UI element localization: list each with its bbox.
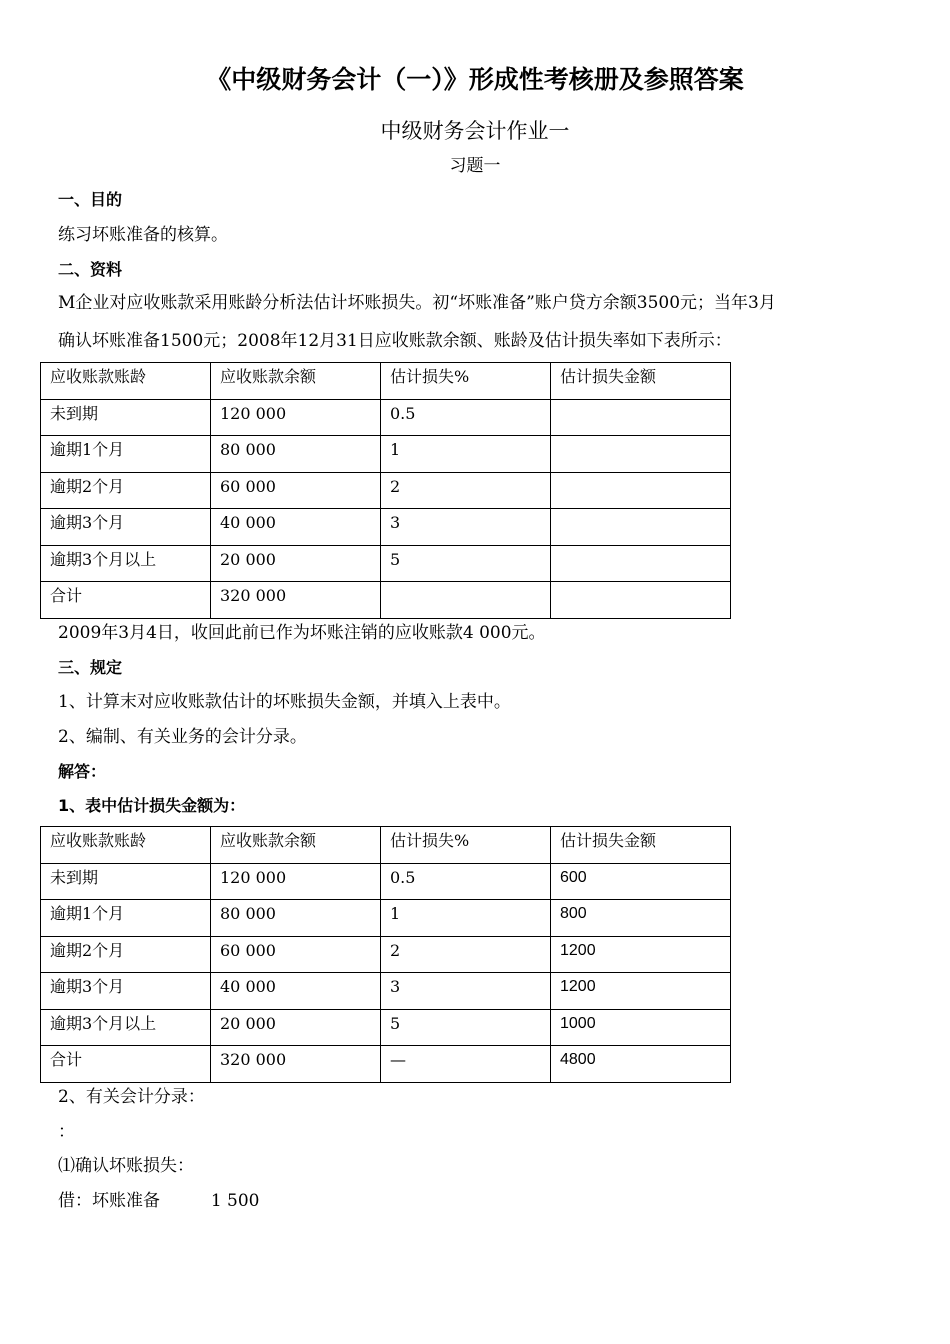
purpose-heading: 一、目的 — [58, 190, 123, 209]
cell-loss-rate: 5 — [381, 1009, 551, 1046]
answer-part2-heading: 2、有关会计分录： — [58, 1087, 205, 1107]
cell-balance: 320 000 — [211, 582, 381, 619]
cell-aging: 逾期3个月以上 — [41, 545, 211, 582]
table-row — [41, 1009, 731, 1046]
exercise-title: 习题一 — [449, 156, 501, 176]
table-header-row — [41, 827, 731, 864]
cell-loss-rate: 2 — [381, 472, 551, 509]
cell-loss-amount — [551, 399, 731, 436]
cell-aging: 未到期 — [41, 399, 211, 436]
requirement-item-2: 2、编制、有关业务的会计分录。 — [58, 727, 307, 747]
cell-loss-amount: 800 — [551, 900, 731, 937]
header-balance: 应收账款余额 — [211, 827, 381, 864]
answer-part1-heading: 1、表中估计损失金额为： — [58, 796, 246, 815]
entry-step-1: ⑴确认坏账损失： — [58, 1156, 194, 1176]
aging-table-answer — [40, 826, 731, 1083]
document-title: 《中级财务会计（一）》形成性考核册及参照答案 — [206, 65, 744, 94]
purpose-text: 练习坏账准备的核算。 — [58, 225, 228, 245]
cell-balance: 120 000 — [211, 399, 381, 436]
cell-loss-amount: 1200 — [551, 973, 731, 1010]
table-row — [41, 436, 731, 473]
table-row — [41, 936, 731, 973]
cell-aging: 合计 — [41, 582, 211, 619]
cell-loss-amount — [551, 582, 731, 619]
cell-loss-amount: 1000 — [551, 1009, 731, 1046]
header-loss-rate: 估计损失% — [381, 363, 551, 400]
cell-aging: 逾期2个月 — [41, 936, 211, 973]
cell-loss-amount — [551, 545, 731, 582]
cell-loss-rate: 0.5 — [381, 399, 551, 436]
cell-aging: 逾期3个月 — [41, 973, 211, 1010]
cell-balance: 40 000 — [211, 973, 381, 1010]
cell-aging: 逾期1个月 — [41, 436, 211, 473]
table-row — [41, 472, 731, 509]
cell-balance: 320 000 — [211, 1046, 381, 1083]
cell-loss-rate: 0.5 — [381, 863, 551, 900]
cell-loss-rate: 5 — [381, 545, 551, 582]
material-line-1: M企业对应收账款采用账龄分析法估计坏账损失。初“坏账准备”账户贷方余额3500元；当年3月 — [58, 293, 776, 313]
cell-balance: 60 000 — [211, 936, 381, 973]
cell-loss-amount: 4800 — [551, 1046, 731, 1083]
cell-aging: 未到期 — [41, 863, 211, 900]
table-row — [41, 973, 731, 1010]
header-aging: 应收账款账龄 — [41, 363, 211, 400]
header-loss-amount: 估计损失金额 — [551, 363, 731, 400]
header-aging: 应收账款账龄 — [41, 827, 211, 864]
cell-loss-rate: 1 — [381, 900, 551, 937]
material-line-2: 确认坏账准备1500元；2008年12月31日应收账款余额、账龄及估计损失率如下表所示： — [58, 331, 732, 351]
cell-loss-rate: 3 — [381, 973, 551, 1010]
answer-heading: 解答： — [58, 762, 107, 781]
cell-loss-amount — [551, 509, 731, 546]
table-total-row — [41, 582, 731, 619]
cell-balance: 80 000 — [211, 436, 381, 473]
table-row — [41, 399, 731, 436]
cell-aging: 合计 — [41, 1046, 211, 1083]
table-row — [41, 509, 731, 546]
journal-entry-debit — [58, 1187, 259, 1215]
cell-loss-rate: 3 — [381, 509, 551, 546]
cell-loss-amount: 1200 — [551, 936, 731, 973]
cell-loss-amount — [551, 436, 731, 473]
cell-balance: 60 000 — [211, 472, 381, 509]
header-balance: 应收账款余额 — [211, 363, 381, 400]
requirement-item-1: 1、计算末对应收账款估计的坏账损失金额，并填入上表中。 — [58, 692, 511, 712]
table-row — [41, 863, 731, 900]
entry-amount: 1 500 — [210, 1191, 260, 1211]
cell-loss-rate: — — [381, 1046, 551, 1083]
table-total-row — [41, 1046, 731, 1083]
table-header-row — [41, 363, 731, 400]
material-heading: 二、资料 — [58, 260, 123, 279]
cell-aging: 逾期3个月 — [41, 509, 211, 546]
cell-balance: 120 000 — [211, 863, 381, 900]
table-row — [41, 900, 731, 937]
cell-balance: 20 000 — [211, 545, 381, 582]
cell-loss-rate — [381, 582, 551, 619]
cell-aging: 逾期3个月以上 — [41, 1009, 211, 1046]
cell-balance: 80 000 — [211, 900, 381, 937]
cell-balance: 40 000 — [211, 509, 381, 546]
cell-aging: 逾期1个月 — [41, 900, 211, 937]
cell-loss-rate: 2 — [381, 936, 551, 973]
cell-balance: 20 000 — [211, 1009, 381, 1046]
requirements-heading: 三、规定 — [58, 658, 123, 677]
cell-loss-amount — [551, 472, 731, 509]
cell-loss-rate: 1 — [381, 436, 551, 473]
entry-account: 借：坏账准备 — [58, 1191, 160, 1211]
header-loss-amount: 估计损失金额 — [551, 827, 731, 864]
colon-line: ： — [58, 1122, 75, 1142]
aging-table-question — [40, 362, 731, 619]
table-row — [41, 545, 731, 582]
recovery-note: 2009年3月4日，收回此前已作为坏账注销的应收账款4 000元。 — [58, 623, 546, 643]
cell-loss-amount: 600 — [551, 863, 731, 900]
assignment-title: 中级财务会计作业一 — [380, 119, 570, 143]
header-loss-rate: 估计损失% — [381, 827, 551, 864]
cell-aging: 逾期2个月 — [41, 472, 211, 509]
